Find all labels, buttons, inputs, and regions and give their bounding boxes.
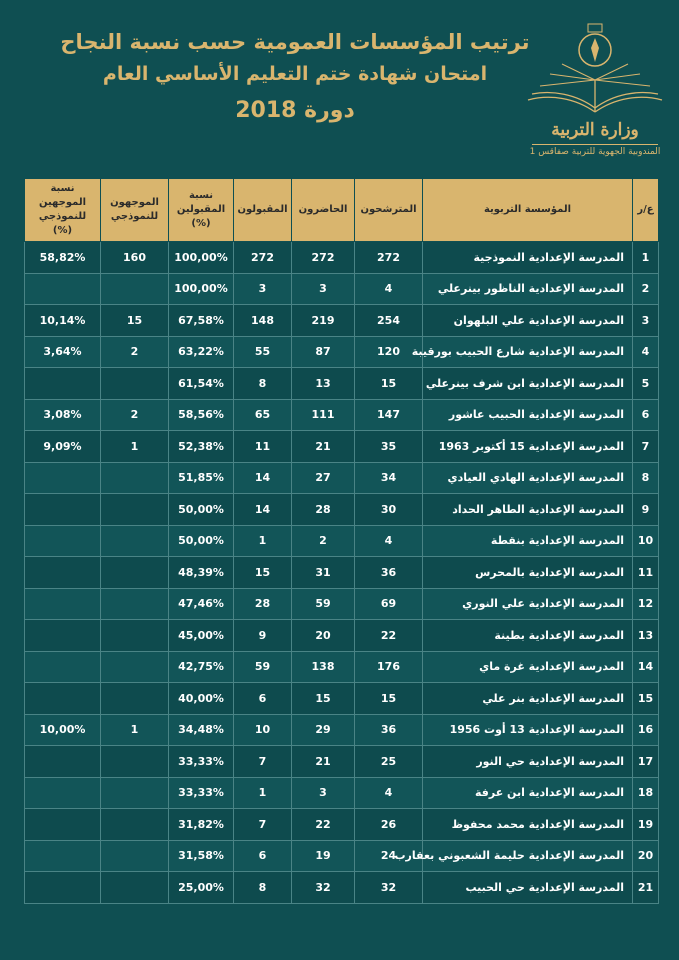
cell-present: 20 bbox=[292, 620, 355, 652]
cell-admitted: 6 bbox=[234, 683, 292, 715]
cell-school: المدرسة الإعدادية بنقطة bbox=[423, 525, 633, 557]
cell-rank: 20 bbox=[633, 840, 659, 872]
cell-rank: 2 bbox=[633, 273, 659, 305]
table-row bbox=[25, 305, 659, 337]
cell-oriented-pilot bbox=[101, 651, 169, 683]
cell-present: 219 bbox=[292, 305, 355, 337]
cell-admitted: 7 bbox=[234, 809, 292, 841]
cell-admitted-rate: 67,58% bbox=[169, 305, 234, 337]
cell-school: المدرسة الإعدادية بالمحرس bbox=[423, 557, 633, 589]
cell-candidates: 34 bbox=[355, 462, 423, 494]
cell-rank: 15 bbox=[633, 683, 659, 715]
cell-rank: 7 bbox=[633, 431, 659, 463]
cell-present: 22 bbox=[292, 809, 355, 841]
cell-admitted: 65 bbox=[234, 399, 292, 431]
cell-present: 19 bbox=[292, 840, 355, 872]
cell-admitted-rate: 31,82% bbox=[169, 809, 234, 841]
cell-rank: 21 bbox=[633, 872, 659, 904]
cell-rank: 11 bbox=[633, 557, 659, 589]
logo-divider bbox=[532, 144, 658, 145]
cell-admitted-rate: 50,00% bbox=[169, 525, 234, 557]
cell-admitted-rate: 51,85% bbox=[169, 462, 234, 494]
cell-admitted: 14 bbox=[234, 462, 292, 494]
cell-rank: 1 bbox=[633, 242, 659, 274]
cell-school: المدرسة الإعدادية الناظور بينرعلي bbox=[423, 273, 633, 305]
cell-school: المدرسة الإعدادية حليمة الشعبوني بعقارب bbox=[423, 840, 633, 872]
cell-oriented-rate: 58,82% bbox=[25, 242, 101, 274]
cell-oriented-pilot bbox=[101, 273, 169, 305]
cell-present: 15 bbox=[292, 683, 355, 715]
cell-oriented-rate bbox=[25, 777, 101, 809]
cell-school: المدرسة الإعدادية علي البلهوان bbox=[423, 305, 633, 337]
cell-present: 272 bbox=[292, 242, 355, 274]
cell-school: المدرسة الإعدادية محمد محفوظ bbox=[423, 809, 633, 841]
cell-school: المدرسة الإعدادية ابن شرف بينرعلي bbox=[423, 368, 633, 400]
table-row bbox=[25, 683, 659, 715]
table-row bbox=[25, 431, 659, 463]
cell-rank: 5 bbox=[633, 368, 659, 400]
cell-admitted: 55 bbox=[234, 336, 292, 368]
cell-candidates: 15 bbox=[355, 368, 423, 400]
cell-oriented-rate bbox=[25, 683, 101, 715]
cell-school: المدرسة الإعدادية بنر علي bbox=[423, 683, 633, 715]
cell-admitted-rate: 58,56% bbox=[169, 399, 234, 431]
cell-oriented-rate: 10,14% bbox=[25, 305, 101, 337]
table-row bbox=[25, 809, 659, 841]
cell-admitted-rate: 33,33% bbox=[169, 746, 234, 778]
cell-rank: 18 bbox=[633, 777, 659, 809]
cell-candidates: 147 bbox=[355, 399, 423, 431]
cell-candidates: 36 bbox=[355, 714, 423, 746]
table-row bbox=[25, 399, 659, 431]
table-row bbox=[25, 588, 659, 620]
cell-admitted-rate: 33,33% bbox=[169, 777, 234, 809]
cell-admitted-rate: 100,00% bbox=[169, 242, 234, 274]
cell-admitted-rate: 63,22% bbox=[169, 336, 234, 368]
cell-school: المدرسة الإعدادية 13 أوت 1956 bbox=[423, 714, 633, 746]
cell-oriented-rate bbox=[25, 368, 101, 400]
cell-admitted: 28 bbox=[234, 588, 292, 620]
cell-admitted: 1 bbox=[234, 525, 292, 557]
table-row bbox=[25, 840, 659, 872]
cell-oriented-rate bbox=[25, 525, 101, 557]
cell-present: 138 bbox=[292, 651, 355, 683]
cell-school: المدرسة الإعدادية علي النوري bbox=[423, 588, 633, 620]
cell-admitted: 11 bbox=[234, 431, 292, 463]
cell-admitted: 8 bbox=[234, 368, 292, 400]
cell-oriented-pilot bbox=[101, 557, 169, 589]
cell-candidates: 4 bbox=[355, 525, 423, 557]
cell-rank: 13 bbox=[633, 620, 659, 652]
cell-rank: 8 bbox=[633, 462, 659, 494]
logo-ministry-name: وزارة التربية bbox=[551, 120, 639, 140]
cell-admitted: 1 bbox=[234, 777, 292, 809]
table-row bbox=[25, 557, 659, 589]
cell-oriented-rate bbox=[25, 273, 101, 305]
cell-admitted-rate: 25,00% bbox=[169, 872, 234, 904]
cell-admitted: 3 bbox=[234, 273, 292, 305]
header-admitted: المقبولون bbox=[234, 179, 292, 242]
cell-oriented-rate: 9,09% bbox=[25, 431, 101, 463]
header-rank: ع/ر bbox=[633, 179, 659, 242]
cell-school: المدرسة الإعدادية النموذجية bbox=[423, 242, 633, 274]
cell-oriented-pilot: 160 bbox=[101, 242, 169, 274]
cell-school: المدرسة الإعدادية بطينة bbox=[423, 620, 633, 652]
cell-admitted: 59 bbox=[234, 651, 292, 683]
cell-oriented-rate bbox=[25, 620, 101, 652]
cell-oriented-pilot: 15 bbox=[101, 305, 169, 337]
cell-rank: 3 bbox=[633, 305, 659, 337]
cell-present: 32 bbox=[292, 872, 355, 904]
cell-school: المدرسة الإعدادية ابن عرفة bbox=[423, 777, 633, 809]
cell-rank: 14 bbox=[633, 651, 659, 683]
cell-candidates: 176 bbox=[355, 651, 423, 683]
cell-admitted: 272 bbox=[234, 242, 292, 274]
header-admitted-rate: نسبة المقبولين (%) bbox=[169, 179, 234, 242]
cell-admitted: 14 bbox=[234, 494, 292, 526]
cell-rank: 16 bbox=[633, 714, 659, 746]
cell-oriented-pilot bbox=[101, 368, 169, 400]
cell-candidates: 36 bbox=[355, 557, 423, 589]
cell-oriented-rate: 10,00% bbox=[25, 714, 101, 746]
cell-oriented-pilot bbox=[101, 777, 169, 809]
table-header-row bbox=[25, 179, 659, 242]
cell-admitted: 7 bbox=[234, 746, 292, 778]
cell-present: 13 bbox=[292, 368, 355, 400]
cell-admitted: 6 bbox=[234, 840, 292, 872]
cell-present: 21 bbox=[292, 746, 355, 778]
cell-candidates: 24 bbox=[355, 840, 423, 872]
cell-candidates: 32 bbox=[355, 872, 423, 904]
cell-rank: 4 bbox=[633, 336, 659, 368]
cell-oriented-pilot bbox=[101, 746, 169, 778]
cell-present: 3 bbox=[292, 273, 355, 305]
cell-candidates: 25 bbox=[355, 746, 423, 778]
cell-oriented-pilot: 1 bbox=[101, 431, 169, 463]
ministry-logo bbox=[520, 20, 670, 160]
title-line-2: امتحان شهادة ختم التعليم الأساسي العام bbox=[102, 63, 488, 85]
cell-admitted-rate: 34,48% bbox=[169, 714, 234, 746]
logo-subtitle: المندوبية الجهوية للتربية صفاقس 1 bbox=[529, 147, 661, 157]
cell-oriented-rate bbox=[25, 746, 101, 778]
cell-candidates: 272 bbox=[355, 242, 423, 274]
table-row bbox=[25, 525, 659, 557]
table-row bbox=[25, 336, 659, 368]
cell-oriented-rate bbox=[25, 557, 101, 589]
table-row bbox=[25, 242, 659, 274]
cell-oriented-pilot bbox=[101, 588, 169, 620]
cell-oriented-rate bbox=[25, 494, 101, 526]
cell-candidates: 26 bbox=[355, 809, 423, 841]
cell-school: المدرسة الإعدادية الهادي العيادي bbox=[423, 462, 633, 494]
cell-candidates: 30 bbox=[355, 494, 423, 526]
cell-oriented-rate bbox=[25, 588, 101, 620]
cell-admitted: 15 bbox=[234, 557, 292, 589]
cell-present: 27 bbox=[292, 462, 355, 494]
cell-present: 3 bbox=[292, 777, 355, 809]
cell-present: 111 bbox=[292, 399, 355, 431]
cell-admitted-rate: 61,54% bbox=[169, 368, 234, 400]
cell-admitted-rate: 52,38% bbox=[169, 431, 234, 463]
cell-oriented-pilot bbox=[101, 683, 169, 715]
table-row bbox=[25, 368, 659, 400]
cell-oriented-pilot bbox=[101, 809, 169, 841]
table-row bbox=[25, 620, 659, 652]
cell-admitted: 9 bbox=[234, 620, 292, 652]
cell-oriented-pilot: 2 bbox=[101, 399, 169, 431]
cell-admitted-rate: 50,00% bbox=[169, 494, 234, 526]
cell-oriented-rate bbox=[25, 809, 101, 841]
title-line-1: ترتيب المؤسسات العمومية حسب نسبة النجاح bbox=[60, 30, 530, 54]
cell-candidates: 22 bbox=[355, 620, 423, 652]
cell-oriented-pilot bbox=[101, 525, 169, 557]
table-row bbox=[25, 714, 659, 746]
table-row bbox=[25, 777, 659, 809]
cell-present: 31 bbox=[292, 557, 355, 589]
cell-admitted-rate: 45,00% bbox=[169, 620, 234, 652]
cell-present: 29 bbox=[292, 714, 355, 746]
header-present: الحاضرون bbox=[292, 179, 355, 242]
table-row bbox=[25, 494, 659, 526]
cell-oriented-pilot: 2 bbox=[101, 336, 169, 368]
cell-present: 2 bbox=[292, 525, 355, 557]
cell-oriented-rate bbox=[25, 840, 101, 872]
cell-admitted-rate: 48,39% bbox=[169, 557, 234, 589]
cell-candidates: 4 bbox=[355, 273, 423, 305]
cell-candidates: 35 bbox=[355, 431, 423, 463]
cell-present: 59 bbox=[292, 588, 355, 620]
cell-oriented-pilot bbox=[101, 840, 169, 872]
table-row bbox=[25, 651, 659, 683]
cell-candidates: 254 bbox=[355, 305, 423, 337]
cell-oriented-pilot: 1 bbox=[101, 714, 169, 746]
cell-admitted: 148 bbox=[234, 305, 292, 337]
cell-rank: 9 bbox=[633, 494, 659, 526]
table-row bbox=[25, 746, 659, 778]
cell-admitted: 10 bbox=[234, 714, 292, 746]
cell-school: المدرسة الإعدادية 15 أكتوبر 1963 bbox=[423, 431, 633, 463]
cell-oriented-pilot bbox=[101, 872, 169, 904]
header-oriented-pilot: الموجهون للنموذجي bbox=[101, 179, 169, 242]
cell-oriented-pilot bbox=[101, 620, 169, 652]
header-school: المؤسسة التربوية bbox=[423, 179, 633, 242]
cell-school: المدرسة الإعدادية الطاهر الحداد bbox=[423, 494, 633, 526]
header-oriented-rate: نسبة الموجهين للنموذجي (%) bbox=[25, 179, 101, 242]
cell-school: المدرسة الإعدادية حي النور bbox=[423, 746, 633, 778]
cell-admitted-rate: 40,00% bbox=[169, 683, 234, 715]
title-line-3: دورة 2018 bbox=[235, 98, 355, 123]
cell-candidates: 69 bbox=[355, 588, 423, 620]
cell-rank: 6 bbox=[633, 399, 659, 431]
cell-oriented-rate: 3,64% bbox=[25, 336, 101, 368]
cell-oriented-rate: 3,08% bbox=[25, 399, 101, 431]
cell-admitted-rate: 31,58% bbox=[169, 840, 234, 872]
open-book-emblem-icon bbox=[520, 20, 670, 120]
cell-candidates: 15 bbox=[355, 683, 423, 715]
cell-oriented-pilot bbox=[101, 462, 169, 494]
cell-rank: 19 bbox=[633, 809, 659, 841]
cell-admitted-rate: 100,00% bbox=[169, 273, 234, 305]
table-row bbox=[25, 462, 659, 494]
cell-present: 21 bbox=[292, 431, 355, 463]
header-candidates: المترشحون bbox=[355, 179, 423, 242]
cell-school: المدرسة الإعدادية غرة ماي bbox=[423, 651, 633, 683]
cell-candidates: 120 bbox=[355, 336, 423, 368]
cell-school: المدرسة الإعدادية شارع الحبيب بورقيبة bbox=[423, 336, 633, 368]
cell-oriented-rate bbox=[25, 651, 101, 683]
page-header bbox=[60, 28, 530, 126]
cell-rank: 17 bbox=[633, 746, 659, 778]
cell-school: المدرسة الإعدادية الحبيب عاشور bbox=[423, 399, 633, 431]
cell-oriented-rate bbox=[25, 462, 101, 494]
table-row bbox=[25, 872, 659, 904]
cell-rank: 10 bbox=[633, 525, 659, 557]
cell-rank: 12 bbox=[633, 588, 659, 620]
cell-school: المدرسة الإعدادية حي الحبيب bbox=[423, 872, 633, 904]
cell-oriented-pilot bbox=[101, 494, 169, 526]
cell-oriented-rate bbox=[25, 872, 101, 904]
cell-admitted: 8 bbox=[234, 872, 292, 904]
table-row bbox=[25, 273, 659, 305]
cell-present: 28 bbox=[292, 494, 355, 526]
cell-candidates: 4 bbox=[355, 777, 423, 809]
cell-admitted-rate: 47,46% bbox=[169, 588, 234, 620]
ranking-table bbox=[24, 178, 659, 904]
cell-present: 87 bbox=[292, 336, 355, 368]
cell-admitted-rate: 42,75% bbox=[169, 651, 234, 683]
